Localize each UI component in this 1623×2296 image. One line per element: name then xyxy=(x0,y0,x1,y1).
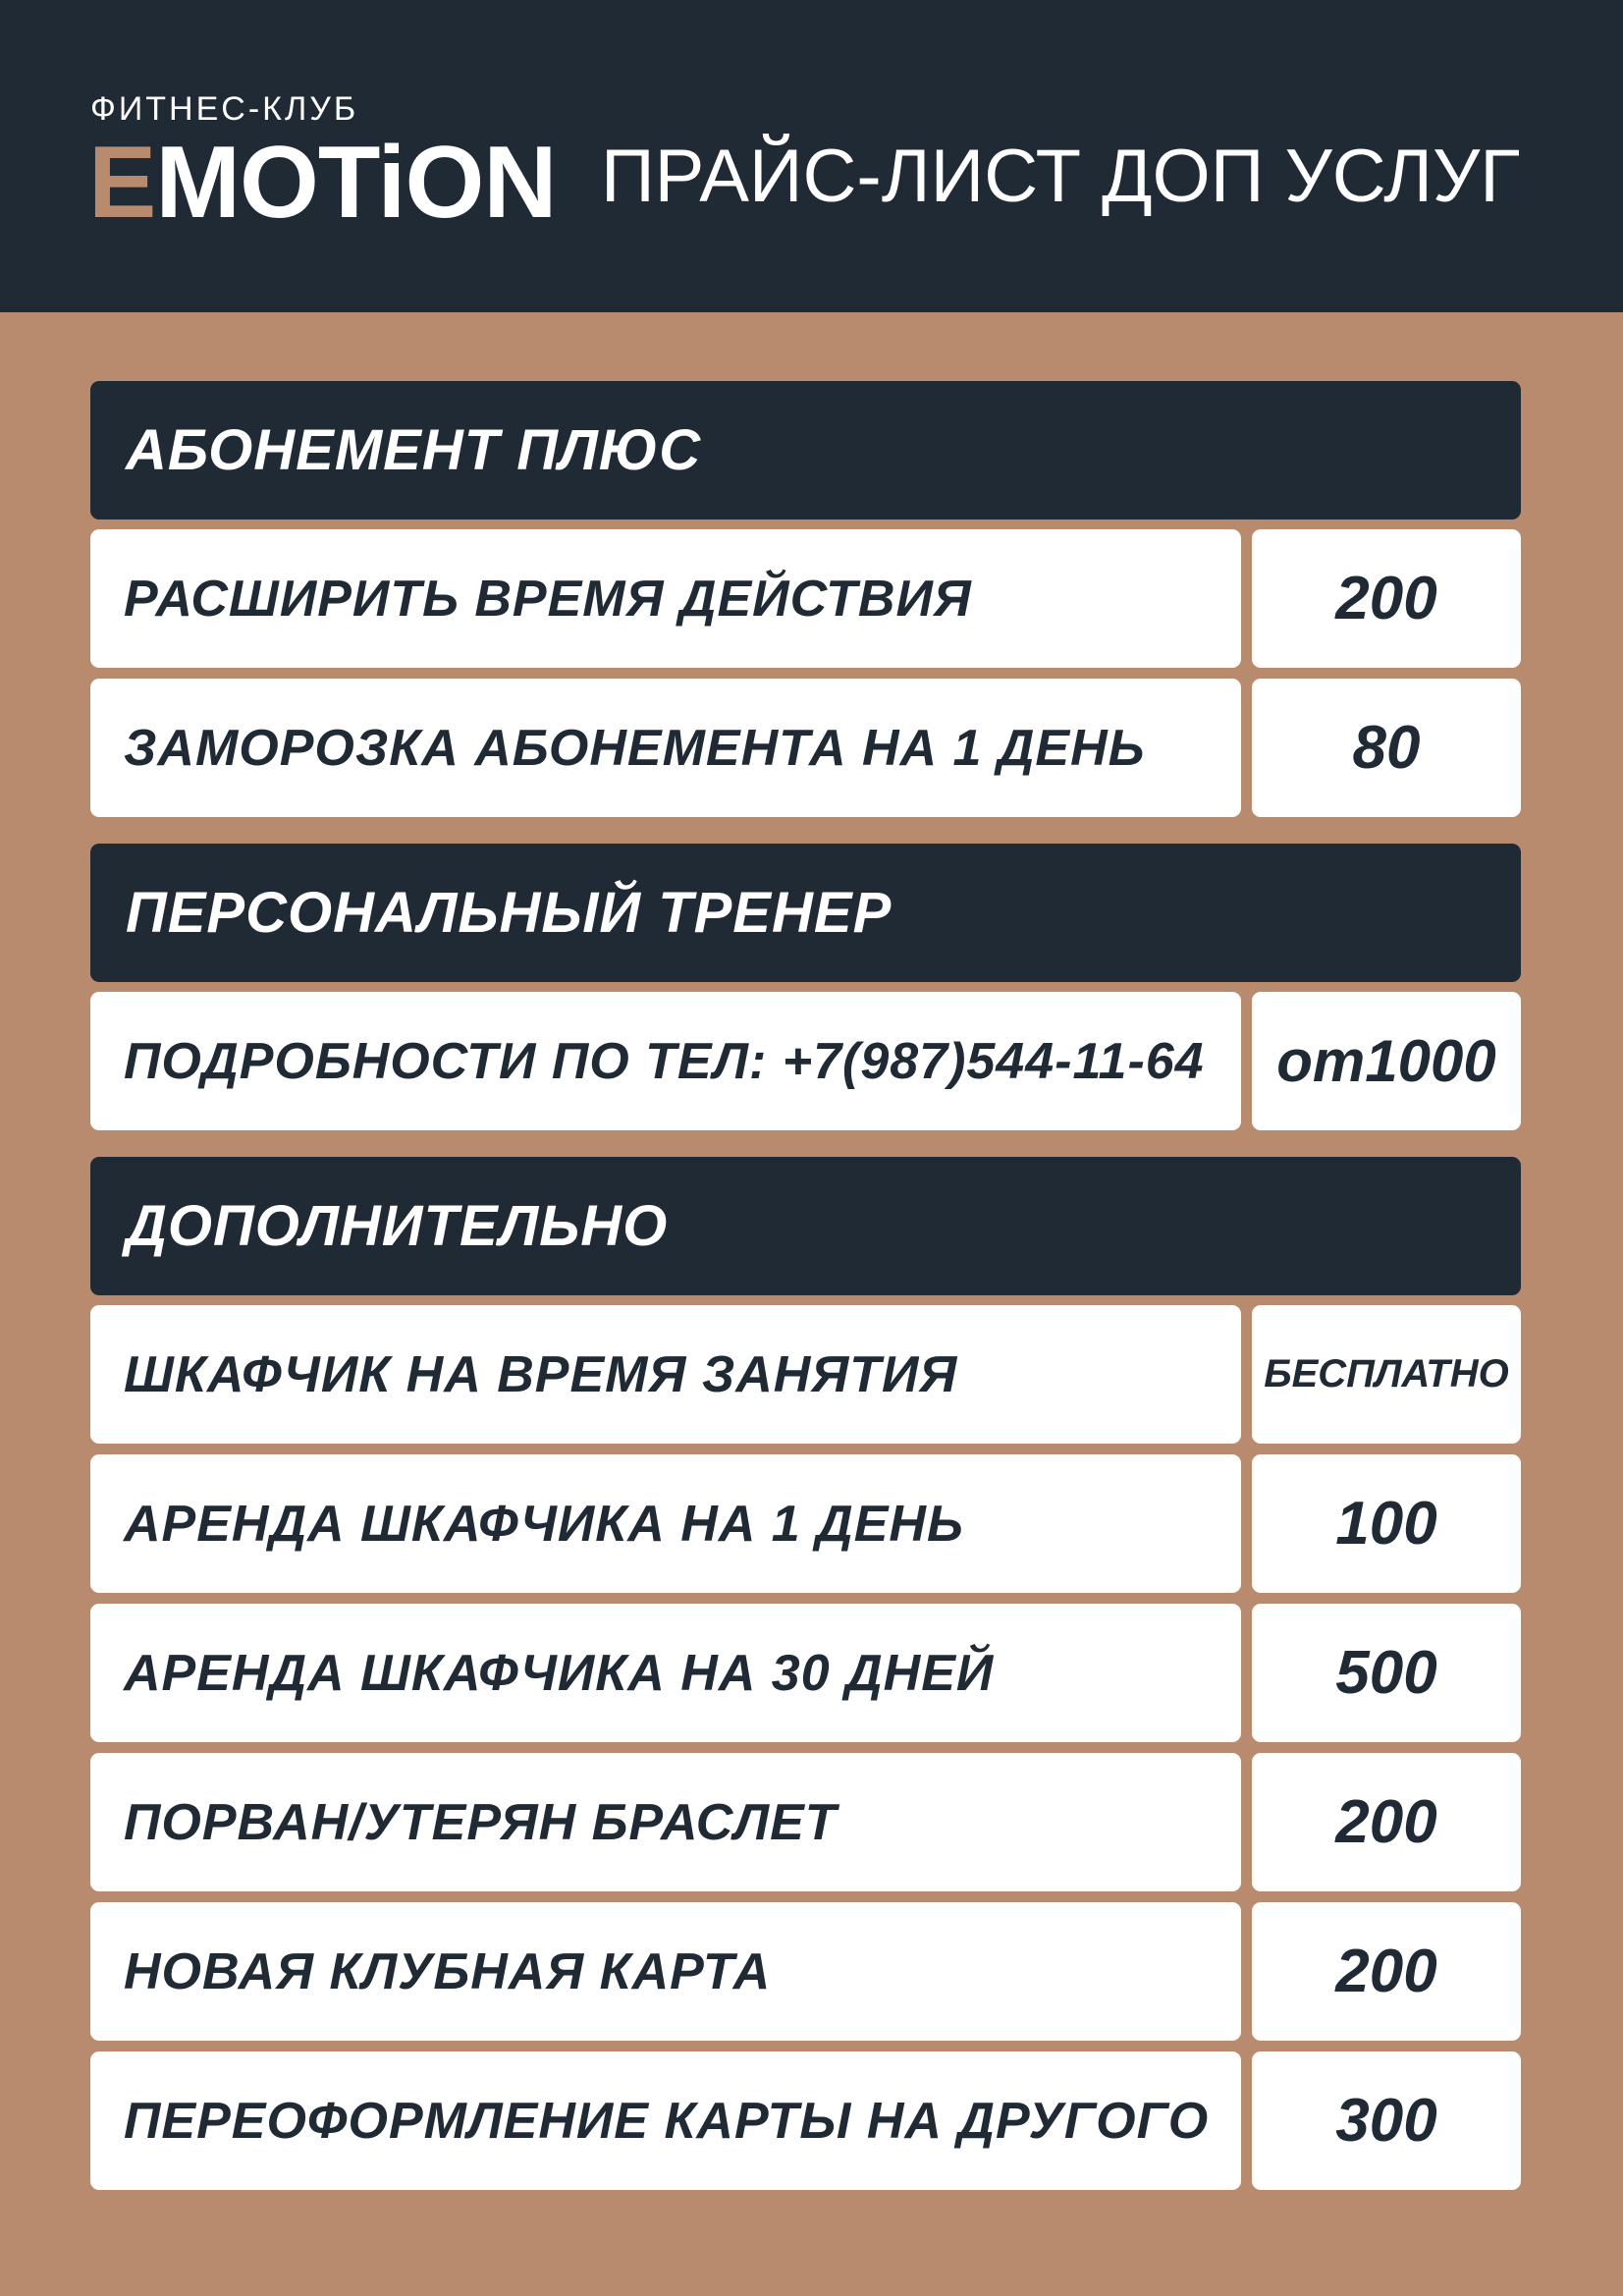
price-row xyxy=(90,1753,1521,1891)
item-cell xyxy=(90,529,1241,668)
section-header-additional xyxy=(90,1157,1521,1295)
item-label: ПОРВАН/УТЕРЯН БРАСЛЕТ xyxy=(124,1793,838,1851)
section-title: АБОНЕМЕНТ ПЛЮС xyxy=(126,418,702,482)
price-value: 100 xyxy=(1335,1490,1437,1558)
page-title: ПРАЙС-ЛИСТ ДОП УСЛУГ xyxy=(601,135,1521,218)
price-cell xyxy=(1252,992,1521,1130)
price-cell xyxy=(1252,2051,1521,2190)
header-bar xyxy=(0,0,1623,312)
logo-accent-letter: E xyxy=(88,126,156,240)
price-row xyxy=(90,679,1521,817)
item-label: ПОДРОБНОСТИ ПО ТЕЛ: +7(987)544-11-64 xyxy=(124,1032,1205,1090)
item-cell xyxy=(90,1604,1241,1742)
price-cell xyxy=(1252,1604,1521,1742)
item-cell xyxy=(90,1902,1241,2041)
item-cell xyxy=(90,679,1241,817)
price-value: 80 xyxy=(1352,714,1421,782)
price-row xyxy=(90,2051,1521,2190)
item-cell xyxy=(90,2051,1241,2190)
item-cell xyxy=(90,1454,1241,1593)
item-cell xyxy=(90,992,1241,1130)
price-value: 200 xyxy=(1335,1788,1437,1856)
price-value: БЕСПЛАТНО xyxy=(1264,1352,1509,1395)
price-row xyxy=(90,1604,1521,1742)
item-cell xyxy=(90,1753,1241,1891)
section-title: ПЕРСОНАЛЬНЫЙ ТРЕНЕР xyxy=(126,881,893,945)
price-cell xyxy=(1252,1454,1521,1593)
price-value: 200 xyxy=(1335,1938,1437,2005)
logo-subtitle: ФИТНЕС-КЛУБ xyxy=(90,90,359,128)
price-cell xyxy=(1252,1902,1521,2041)
price-list xyxy=(90,381,1521,2201)
price-cell xyxy=(1252,679,1521,817)
section-header-personal-trainer xyxy=(90,844,1521,982)
item-cell xyxy=(90,1305,1241,1444)
price-value: 500 xyxy=(1335,1639,1437,1707)
item-label: ШКАФЧИК НА ВРЕМЯ ЗАНЯТИЯ xyxy=(124,1345,958,1403)
item-label: НОВАЯ КЛУБНАЯ КАРТА xyxy=(124,1942,772,2000)
price-cell xyxy=(1252,1753,1521,1891)
price-row xyxy=(90,1305,1521,1444)
logo-rest: MOTiON xyxy=(155,126,557,240)
logo-emotion xyxy=(88,126,557,240)
item-label: АРЕНДА ШКАФЧИКА НА 1 ДЕНЬ xyxy=(124,1495,964,1553)
section-header-abonement-plus xyxy=(90,381,1521,519)
item-label: ЗАМОРОЗКА АБОНЕМЕНТА НА 1 ДЕНЬ xyxy=(124,719,1146,777)
price-value: 300 xyxy=(1335,2087,1437,2155)
price-value: 200 xyxy=(1335,565,1437,632)
item-label: ПЕРЕОФОРМЛЕНИЕ КАРТЫ НА ДРУГОГО xyxy=(124,2092,1210,2150)
item-label: РАСШИРИТЬ ВРЕМЯ ДЕЙСТВИЯ xyxy=(124,570,972,628)
price-row xyxy=(90,1902,1521,2041)
price-cell xyxy=(1252,1305,1521,1444)
section-title: ДОПОЛНИТЕЛЬНО xyxy=(126,1194,669,1258)
price-row xyxy=(90,529,1521,668)
price-cell xyxy=(1252,529,1521,668)
price-row xyxy=(90,1454,1521,1593)
price-value: от1000 xyxy=(1276,1028,1496,1094)
price-row xyxy=(90,992,1521,1130)
item-label: АРЕНДА ШКАФЧИКА НА 30 ДНЕЙ xyxy=(124,1644,995,1702)
